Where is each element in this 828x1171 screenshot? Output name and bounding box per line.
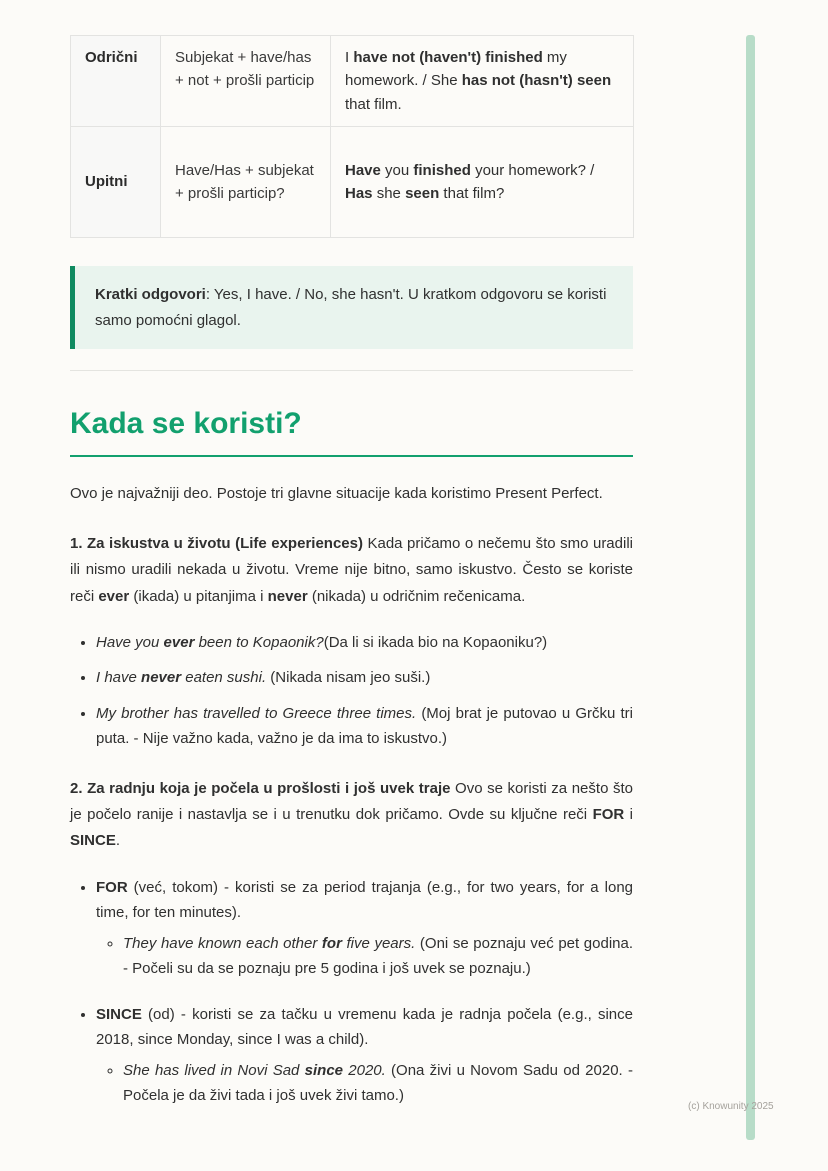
list-item: • I have never eaten sushi. (Nikada nisam jeo suši.) — [96, 665, 633, 691]
experiences-examples-list — [70, 630, 633, 752]
document-content — [70, 35, 633, 1109]
sublist-item: ◦ They have known each other for five years. (Oni se poznaju već pet godina. - Počeli su da se poznaju pre 5 godina i još uvek se poznaju.) — [123, 931, 633, 982]
sublist-item: ◦ She has lived in Novi Sad since 2020. (Ona živi u Novom Sadu od 2020. - Počela je da živi tada i još uvek živi tamo.) — [123, 1058, 633, 1109]
row-label: Upitni — [71, 126, 161, 237]
copyright-watermark: (c) Knowunity 2025 — [688, 1101, 774, 1112]
table-row-odricni — [71, 36, 634, 127]
example-cell: Have you finished your homework? / Has she seen that film? — [331, 126, 634, 237]
list-item: • My brother has travelled to Greece three times. (Moj brat je putovao u Grčku tri puta. - Nije važno kada, važno je da ima to iskustvo.) — [96, 701, 633, 752]
for-since-list — [70, 875, 633, 1109]
list-item-since — [96, 1002, 633, 1109]
form-cell: Have/Has + subjekat + prošli particip? — [161, 126, 331, 237]
short-answers-callout — [70, 266, 633, 350]
since-example-sublist — [96, 1058, 633, 1109]
conjugation-table — [70, 35, 634, 238]
table-row-upitni — [71, 126, 634, 237]
section-heading: Kada se koristi? — [70, 405, 633, 457]
callout-text: Kratki odgovori: Yes, I have. / No, she hasn't. U kratkom odgovoru se koristi samo pomoćni glagol. — [95, 285, 607, 329]
row-label: Odrični — [71, 36, 161, 127]
example-cell: I have not (haven't) finished my homework. / She has not (hasn't) seen that film. — [331, 36, 634, 127]
usage-2-paragraph: 2. Za radnju koja je počela u prošlosti i još uvek traje Ovo se koristi za nešto što je počelo ranije i nastavlja se i u trenutku dok pričamo. Ovde su ključne reči FOR i SINCE. — [70, 779, 634, 850]
form-cell: Subjekat + have/has + not + prošli particip — [161, 36, 331, 127]
page-edge-stripe — [746, 35, 755, 1140]
list-item: • Have you ever been to Kopaonik?(Da li si ikada bio na Kopaoniku?) — [96, 630, 633, 656]
list-item-for — [96, 875, 633, 982]
section-divider — [70, 370, 633, 371]
for-example-sublist — [96, 931, 633, 982]
list-item-text: • SINCE (od) - koristi se za tačku u vremenu kada je radnja počela (e.g., since 2018, since Monday, since I was a child). — [96, 1005, 633, 1049]
usage-1-paragraph: 1. Za iskustva u životu (Life experiences) Kada pričamo o nečemu što smo uradili ili nismo uradili nekada u životu. Vreme nije bitno, samo iskustvo. Često se koriste reči ever (ikada) u pitanjima i never (nikada) u odričnim rečenicama. — [70, 535, 633, 605]
list-item-text: • FOR (već, tokom) - koristi se za period trajanja (e.g., for two years, for a long time, for ten minutes). — [96, 878, 633, 922]
intro-paragraph: Ovo je najvažniji deo. Postoje tri glavne situacije kada koristimo Present Perfect. — [70, 484, 603, 502]
